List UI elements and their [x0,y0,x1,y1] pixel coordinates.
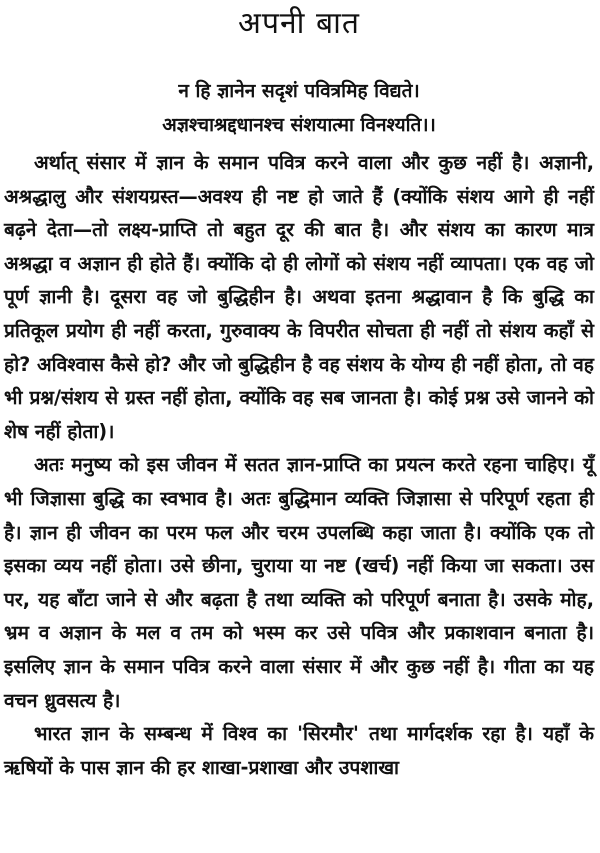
paragraph-1: अर्थात् संसार में ज्ञान के समान पवित्र करने वाला और कुछ नहीं है। अज्ञानी, अश्रद्धालु और संशयग्रस्त—अवश्य ही नष्ट हो जाते हैं (क्योंकि संशय आगे ही नहीं बढ़ने देता—तो लक्ष्य-प्राप्ति तो बहुत दूर की बात है। और संशय का कारण मात्र अश्रद्धा व अज्ञान ही होते हैं। क्योंकि दो ही लोगों को संशय नहीं व्यापता। एक वह जो पूर्ण ज्ञानी है। दूसरा वह जो बुद्धिहीन है। अथवा इतना श्रद्धावान है कि बुद्धि का प्रतिकूल प्रयोग ही नहीं करता, गुरुवाक्य के विपरीत सोचता ही नहीं तो संशय कहाँ से हो? अविश्वास कैसे हो? और जो बुद्धिहीन है वह संशय के योग्य ही नहीं होता, तो वह भी प्रश्न/संशय से ग्रस्त नहीं होता, क्योंकि वह सब जानता है। कोई प्रश्न उसे जानने को शेष नहीं होता)। [4,151,594,443]
body-text [4,146,594,784]
paragraph-2: अतः मनुष्य को इस जीवन में सतत ज्ञान-प्राप्ति का प्रयत्न करते रहना चाहिए। यूँ भी जिज्ञासा बुद्धि का स्वभाव है। अतः बुद्धिमान व्यक्ति जिज्ञासा से परिपूर्ण रहता ही है। ज्ञान ही जीवन का परम फल और चरम उपलब्धि कहा जाता है। क्योंकि एक तो इसका व्यय नहीं होता। उसे छीना, चुराया या नष्ट (खर्च) नहीं किया जा सकता। उस पर, यह बाँटा जाने से और बढ़ता है तथा व्यक्ति को परिपूर्ण बनाता है। उसके मोह, भ्रम व अज्ञान के मल व तम को भस्म कर उसे पवित्र और प्रकाशवान बनाता है। इसलिए ज्ञान के समान पवित्र करने वाला संसार में और कुछ नहीं है। गीता का यह वचन ध्रुवसत्य है। [4,453,594,712]
verse-line-2: अज्ञश्चाश्रद्दधानश्च संशयात्मा विनश्यति।। [162,114,436,136]
sanskrit-verse [4,74,594,142]
paragraph-3: भारत ज्ञान के सम्बन्ध में विश्व का 'सिरमौर' तथा मार्गदर्शक रहा है। यहाँ के ऋषियों के पास ज्ञान की हर शाखा-प्रशाखा और उपशाखा [4,722,594,779]
page-title: अपनी बात [238,6,360,41]
verse-line-1: न हि ज्ञानेन सदृशं पवित्रमिह विद्यते। [178,80,420,102]
